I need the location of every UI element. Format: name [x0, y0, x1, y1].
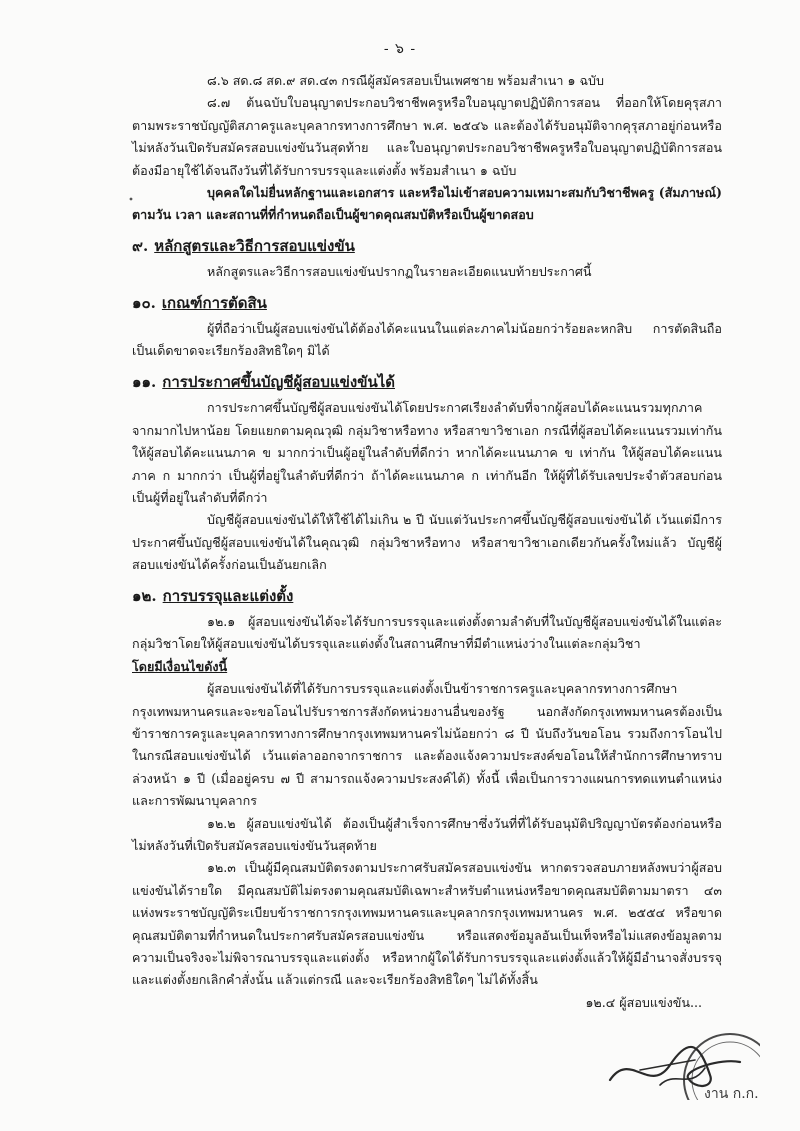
item-12-1: ๑๒.๑ ผู้สอบแข่งขันได้จะได้รับการบรรจุและแต่งตั้งตามลำดับที่ในบัญชีผู้สอบแข่งขันได้ในแต่ละกลุ่มวิชาโดยให้ผู้สอบแข่งขันได้บรรจุและแต่งตั้งในสถานศึกษาที่มีตำแหน่งว่างในแต่ละกลุ่มวิชา [132, 613, 722, 652]
item-12-3: ๑๒.๓ เป็นผู้มีคุณสมบัติตรงตามประกาศรับสมัครสอบแข่งขัน หากตรวจสอบภายหลังพบว่าผู้สอบแข่งขันได้รายใด มีคุณสมบัติไม่ตรงตามคุณสมบัติเฉพาะสำหรับตำแหน่งหรือขาดคุณสมบัติตามมาตรา ๔๓ แห่งพระราชบัญญัติระเบียบข้าราชการกรุงเทพมหานครและบุคลากรกรุงเทพมหานคร พ.ศ. ๒๕๕๔ หรือขาดคุณสมบัติตามที่กำหนดในประกาศรับสมัครสอบแข่งขัน หรือแสดงข้อมูลอันเป็นเท็จหรือไม่แสดงข้อมูลตามความเป็นจริงจะไม่พิจารณาบรรจุและแต่งตั้ง หรือหากผู้ใดได้รับการบรรจุและแต่งตั้งแล้วให้ผู้มีอำนาจสั่งบรรจุและแต่งตั้งยกเลิกคำสั่งนั้น แล้วแต่กรณี และจะเรียกร้องสิทธิใดๆ ไม่ได้ทั้งสิ้น [132, 860, 722, 988]
item-8-7: ๘.๗ ต้นฉบับใบอนุญาตประกอบวิชาชีพครูหรือใบอนุญาตปฏิบัติการสอน ที่ออกให้โดยคุรุสภาตามพระราชบัญญัติสภาครูและบุคลากรทางการศึกษา พ.ศ. ๒๕๔๖ และต้องได้รับอนุมัติจากคุรุสภาอยู่ก่อนหรือไม่หลังวันเปิดรับสมัครสอบแข่งขันวันสุดท้าย และใบอนุญาตประกอบวิชาชีพครูหรือใบอนุญาตปฏิบัติการสอนต้องมีอายุใช้ได้จนถึงวันที่ได้รับการบรรจุและแต่งตั้ง พร้อมสำเนา ๑ ฉบับ [132, 95, 722, 178]
continuation-line: ๑๒.๔ ผู้สอบแข่งขัน... [585, 994, 702, 1010]
section-11-body-2: บัญชีผู้สอบแข่งขันได้ให้ใช้ได้ไม่เกิน ๒ ปี นับแต่วันประกาศขึ้นบัญชีผู้สอบแข่งขันได้ เว้นแต่มีการประกาศขึ้นบัญชีผู้สอบแข่งขันได้ในคุณวุฒิ กลุ่มวิชาหรือทาง หรือสาขาวิชาเอกเดียวกันครั้งใหม่แล้ว บัญชีผู้สอบแข่งขันได้ครั้งก่อนเป็นอันยกเลิก [132, 512, 722, 573]
section-11-heading [132, 371, 722, 393]
section-9-body: หลักสูตรและวิธีการสอบแข่งขันปรากฏในรายละเอียดแนบท้ายประกาศนี้ [207, 264, 592, 280]
section-10-heading [132, 292, 722, 314]
page-number: - ๖ - [383, 41, 417, 57]
item-12-2: ๑๒.๒ ผู้สอบแข่งขันได้ ต้องเป็นผู้สำเร็จการศึกษาซึ่งวันที่ที่ได้รับอนุมัติปริญญาบัตรต้องก่อนหรือไม่หลังวันที่เปิดรับสมัครสอบแข่งขันวันสุดท้าย [132, 815, 722, 853]
bold-notice: บุคคลใดไม่ยื่นหลักฐานและเอกสาร และหรือไม่เข้าสอบความเหมาะสมกับวิชาชีพครู (สัมภาษณ์) ตามวัน เวลา และสถานที่ที่กำหนดถือเป็นผู้ขาดคุณสมบัติหรือเป็นผู้ขาดสอบ [132, 185, 722, 223]
section-title: หลักสูตรและวิธีการสอบแข่งขัน [154, 236, 355, 255]
section-11-body-1: การประกาศขึ้นบัญชีผู้สอบแข่งขันได้โดยประกาศเรียงลำดับที่จากผู้สอบได้คะแนนรวมทุกภาคจากมากไปหาน้อย โดยแยกตามคุณวุฒิ กลุ่มวิชาหรือทาง หรือสาขาวิชาเอก กรณีที่ผู้สอบได้คะแนนรวมเท่ากันให้ผู้สอบได้คะแนนภาค ข มากกว่าเป็นผู้อยู่ในลำดับที่ดีกว่า หากได้คะแนนภาค ข เท่ากัน ให้ผู้สอบได้คะแนนภาค ก มากกว่า เป็นผู้ที่อยู่ในลำดับที่ดีกว่า ถ้าได้คะแนนภาค ก เท่ากันอีก ให้ผู้ที่ได้รับเลขประจำตัวสอบก่อนเป็นผู้ที่อยู่ในลำดับที่ดีกว่า [132, 400, 722, 505]
section-title: การประกาศขึ้นบัญชีผู้สอบแข่งขันได้ [162, 372, 395, 391]
section-title: การบรรจุและแต่งตั้ง [162, 586, 294, 605]
section-number: ๑๐. [132, 293, 156, 312]
section-title: เกณฑ์การตัดสิน [161, 293, 267, 312]
section-12-heading [132, 585, 722, 607]
section-number: ๑๒. [132, 586, 157, 605]
section-number: ๑๑. [132, 372, 157, 391]
seal-text: งาน ก.ก. [704, 1086, 759, 1100]
section-number: ๙. [132, 236, 149, 255]
section-9-heading [132, 235, 722, 257]
item-8-6: ๘.๖ สด.๘ สด.๙ สด.๔๓ กรณีผู้สมัครสอบเป็นเพศชาย พร้อมสำเนา ๑ ฉบับ [207, 73, 605, 88]
section-10-body: ผู้ที่ถือว่าเป็นผู้สอบแข่งขันได้ต้องได้คะแนนในแต่ละภาคไม่น้อยกว่าร้อยละหกสิบ การตัดสินถือเป็นเด็ดขาดจะเรียกร้องสิทธิใดๆ มิได้ [132, 321, 722, 359]
signature-icon [600, 1040, 750, 1100]
condition-heading: โดยมีเงื่อนไขดังนี้ [132, 658, 228, 674]
document-body [132, 70, 722, 1014]
condition-body: ผู้สอบแข่งขันได้ที่ได้รับการบรรจุและแต่งตั้งเป็นข้าราชการครูและบุคลากรทางการศึกษากรุงเทพมหานครและจะขอโอนไปรับราชการสังกัดหน่วยงานอื่นของรัฐ นอกสังกัดกรุงเทพมหานครต้องเป็นข้าราชการครูและบุคลากรทางการศึกษากรุงเทพมหานครไม่น้อยกว่า ๘ ปี นับถึงวันขอโอน รวมถึงการโอนไปในกรณีสอบแข่งขันได้ เว้นแต่ลาออกจากราชการ และต้องแจ้งความประสงค์ขอโอนให้สำนักการศึกษาทราบล่วงหน้า ๑ ปี (เมื่ออยู่ครบ ๗ ปี สามารถแจ้งความประสงค์ได้) ทั้งนี้ เพื่อเป็นการวางแผนการทดแทนตำแหน่งและการพัฒนาบุคลากร [132, 681, 722, 809]
